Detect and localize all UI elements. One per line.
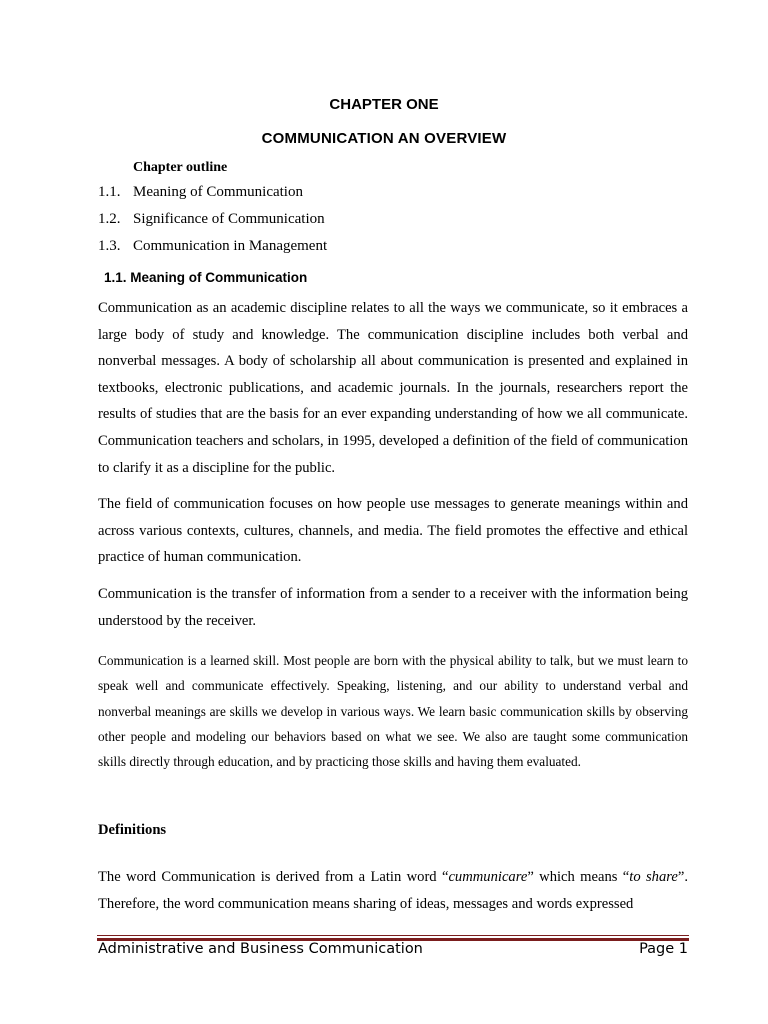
outline-item-text: Meaning of Communication (133, 184, 303, 200)
body-paragraph: Communication as an academic discipline relates to all the ways we communicate, so it embraces a large body of study and knowledge. The communication discipline includes both verbal and nonverbal messages. A body of scholarship all about communication is presented and explained in textbooks, electronic publications, and academic journals. In the journals, researchers report the results of studies that are the basis for an ever expanding understanding of how we all communicate. Communication teachers and scholars, in 1995, developed a definition of the field of communication to clarify it as a discipline for the public. (98, 300, 688, 476)
outline-item-number: 1.1. (98, 184, 121, 200)
body-paragraph: The field of communication focuses on how people use messages to generate meanings within and across various contexts, cultures, channels, and media. The field promotes the effective and ethical practice of human communication. (98, 496, 688, 566)
page-number: Page 1 (639, 941, 688, 957)
chapter-title: CHAPTER ONE (329, 96, 439, 113)
definition-text: The word Communication is derived from a Latin word “ (98, 869, 449, 885)
word-meaning: to share (629, 869, 678, 885)
outline-item-text: Significance of Communication (133, 211, 325, 227)
chapter-subtitle: COMMUNICATION AN OVERVIEW (261, 130, 507, 147)
body-paragraph: Communication is the transfer of information from a sender to a receiver with the information being understood by the receiver. (98, 586, 688, 629)
definitions-paragraph (98, 864, 688, 917)
chapter-outline-heading: Chapter outline (133, 160, 228, 175)
body-paragraph: Communication is a learned skill. Most people are born with the physical ability to talk, but we must learn to speak well and communicate effectively. Speaking, listening, and our ability to understand verbal and nonverbal meanings are skills we develop in various ways. We learn basic communication skills by observing other people and modeling our behaviors based on what we see. We also are taught some communication skills directly through education, and by practicing those skills and having them evaluated. (98, 653, 688, 770)
section-heading: 1.1. Meaning of Communication (104, 270, 308, 285)
footer-rule-thin (97, 935, 689, 936)
footer-title: Administrative and Business Communication (98, 941, 423, 957)
definitions-heading: Definitions (98, 822, 167, 838)
outline-item-text: Communication in Management (133, 238, 328, 254)
outline-item-number: 1.3. (98, 238, 121, 254)
definition-text: ” which means “ (527, 869, 630, 885)
outline-item-number: 1.2. (98, 211, 121, 227)
latin-word: cummunicare (448, 869, 528, 885)
definition-text: ”. Therefore, the word communication means sharing of ideas, messages and words expressed (98, 869, 688, 912)
